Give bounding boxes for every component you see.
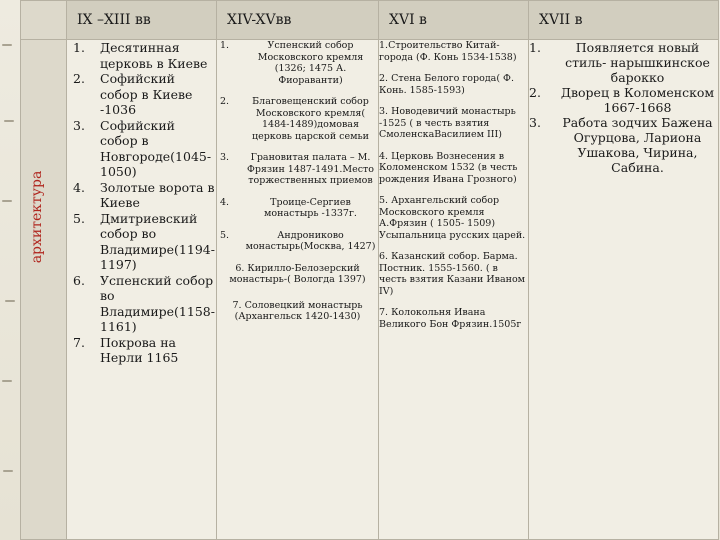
list-item bbox=[67, 211, 216, 273]
decorative-stroke bbox=[4, 120, 14, 122]
item-text: Появляется новый стиль- нарышкинское барокко bbox=[565, 40, 710, 85]
item-text: Дмитриевский собор во Владимире(1194-1197) bbox=[100, 210, 215, 272]
item-number: 2. bbox=[220, 96, 230, 107]
item-number: 6. bbox=[73, 272, 85, 288]
item-text: Грановитая палата – М. Фрязин 1487-1491.Место торжественных приемов bbox=[246, 152, 375, 186]
item-text: Софийский собор в Новгороде(1045-1050) bbox=[100, 117, 212, 179]
decorative-stroke bbox=[2, 200, 12, 202]
item-number: 2. bbox=[529, 85, 541, 100]
col-9-13-cell bbox=[67, 40, 217, 540]
list-item: 5. Архангельский собор Московского кремля А.Фрязин ( 1505- 1509) Усыпальница русских царей. bbox=[379, 195, 526, 241]
item-number: 1. bbox=[73, 40, 85, 55]
header-century-17: XVII в bbox=[529, 1, 719, 40]
item-text: Дворец в Коломенском 1667-1668 bbox=[560, 85, 715, 115]
col-14-15-cell bbox=[217, 40, 379, 540]
decorative-stroke bbox=[5, 300, 15, 302]
list-item bbox=[529, 85, 718, 115]
list-item bbox=[217, 263, 378, 286]
list-16 bbox=[379, 40, 528, 330]
col-17-cell bbox=[529, 40, 719, 540]
list-item: 6. Казанский собор. Барма. Постник. 1555-1560. ( в честь взятия Казани Иваном IV) bbox=[379, 251, 526, 297]
item-number: 4. bbox=[73, 179, 85, 195]
list-item: 4. Церковь Вознесения в Коломенском 1532 (в честь рождения Ивана Грозного) bbox=[379, 150, 518, 185]
list-item bbox=[67, 71, 216, 118]
item-text: Благовещенский собор Московского кремля( 1484-1489)домовая церковь царской семьи bbox=[251, 96, 370, 142]
list-item bbox=[217, 152, 378, 187]
list-item bbox=[217, 300, 378, 323]
list-item bbox=[217, 40, 378, 86]
list-9-13 bbox=[67, 40, 216, 366]
list-item: 1.Строительство Китай-города (Ф. Конь 1534-1538) bbox=[379, 40, 517, 63]
header-century-9-13: IX –XIII вв bbox=[67, 1, 217, 40]
item-text: Успенский собор Московского кремля (1326; 1475 А. Фиораванти) bbox=[257, 40, 364, 86]
list-item: 2. Стена Белого города( Ф. Конь. 1585-1593) bbox=[379, 73, 514, 96]
list-item bbox=[217, 197, 378, 220]
list-item: 7. Колокольня Ивана Великого Бон Фрязин.1505г bbox=[379, 307, 522, 330]
architecture-row bbox=[21, 40, 719, 540]
item-text: Десятинная церковь в Киеве bbox=[100, 40, 208, 71]
list-item bbox=[67, 180, 216, 211]
item-text: 6. Кирилло-Белозерский монастырь-( Вологда 1397) bbox=[229, 262, 366, 285]
item-text: Андрониково монастырь(Москва, 1427) bbox=[245, 229, 376, 252]
list-17 bbox=[529, 40, 718, 175]
row-label-cell bbox=[21, 40, 67, 540]
item-number: 1. bbox=[529, 40, 541, 55]
list-14-15 bbox=[217, 40, 378, 323]
item-number: 3. bbox=[529, 115, 541, 130]
decorative-stroke bbox=[2, 380, 12, 382]
list-item bbox=[529, 115, 718, 175]
item-number: 4. bbox=[220, 196, 230, 208]
item-number: 3. bbox=[73, 117, 85, 133]
item-text: Софийский собор в Киеве -1036 bbox=[100, 71, 193, 117]
item-number: 2. bbox=[73, 71, 85, 86]
item-number: 7. bbox=[73, 334, 85, 350]
item-text: Работа зодчих Бажена Огурцова, Лариона Ушакова, Чирина, Сабина. bbox=[562, 115, 713, 175]
list-item: 3. Новодевичий монастырь -1525 ( в честь взятия СмоленскаВасилием III) bbox=[379, 106, 516, 140]
list-item bbox=[67, 40, 216, 71]
item-text: Троице-Сергиев монастырь -1337г. bbox=[264, 196, 357, 219]
header-century-14-15: XIV-XVвв bbox=[217, 1, 379, 40]
col-16-cell bbox=[379, 40, 529, 540]
list-item bbox=[529, 40, 718, 85]
decorative-stroke bbox=[3, 470, 13, 472]
list-item bbox=[67, 273, 216, 335]
item-text: 7. Соловецкий монастырь (Архангельск 1420-1430) bbox=[232, 299, 363, 322]
item-number: 3. bbox=[220, 152, 230, 163]
header-row bbox=[21, 1, 719, 40]
list-item bbox=[217, 230, 378, 253]
row-label: архитектура bbox=[29, 170, 45, 264]
header-century-16: XVI в bbox=[379, 1, 529, 40]
item-number: 1. bbox=[220, 40, 230, 51]
list-item bbox=[217, 96, 378, 142]
item-number: 5. bbox=[73, 210, 85, 226]
item-text: Золотые ворота в Киеве bbox=[100, 179, 215, 210]
list-item bbox=[67, 118, 216, 180]
decorative-stroke bbox=[2, 44, 12, 46]
item-number: 5. bbox=[220, 229, 230, 241]
architecture-table bbox=[20, 0, 719, 540]
item-text: Покрова на Нерли 1165 bbox=[100, 334, 179, 365]
corner-cell bbox=[21, 1, 67, 40]
list-item bbox=[67, 335, 216, 366]
item-text: Успенский собор во Владимире(1158-1161) bbox=[100, 272, 215, 334]
